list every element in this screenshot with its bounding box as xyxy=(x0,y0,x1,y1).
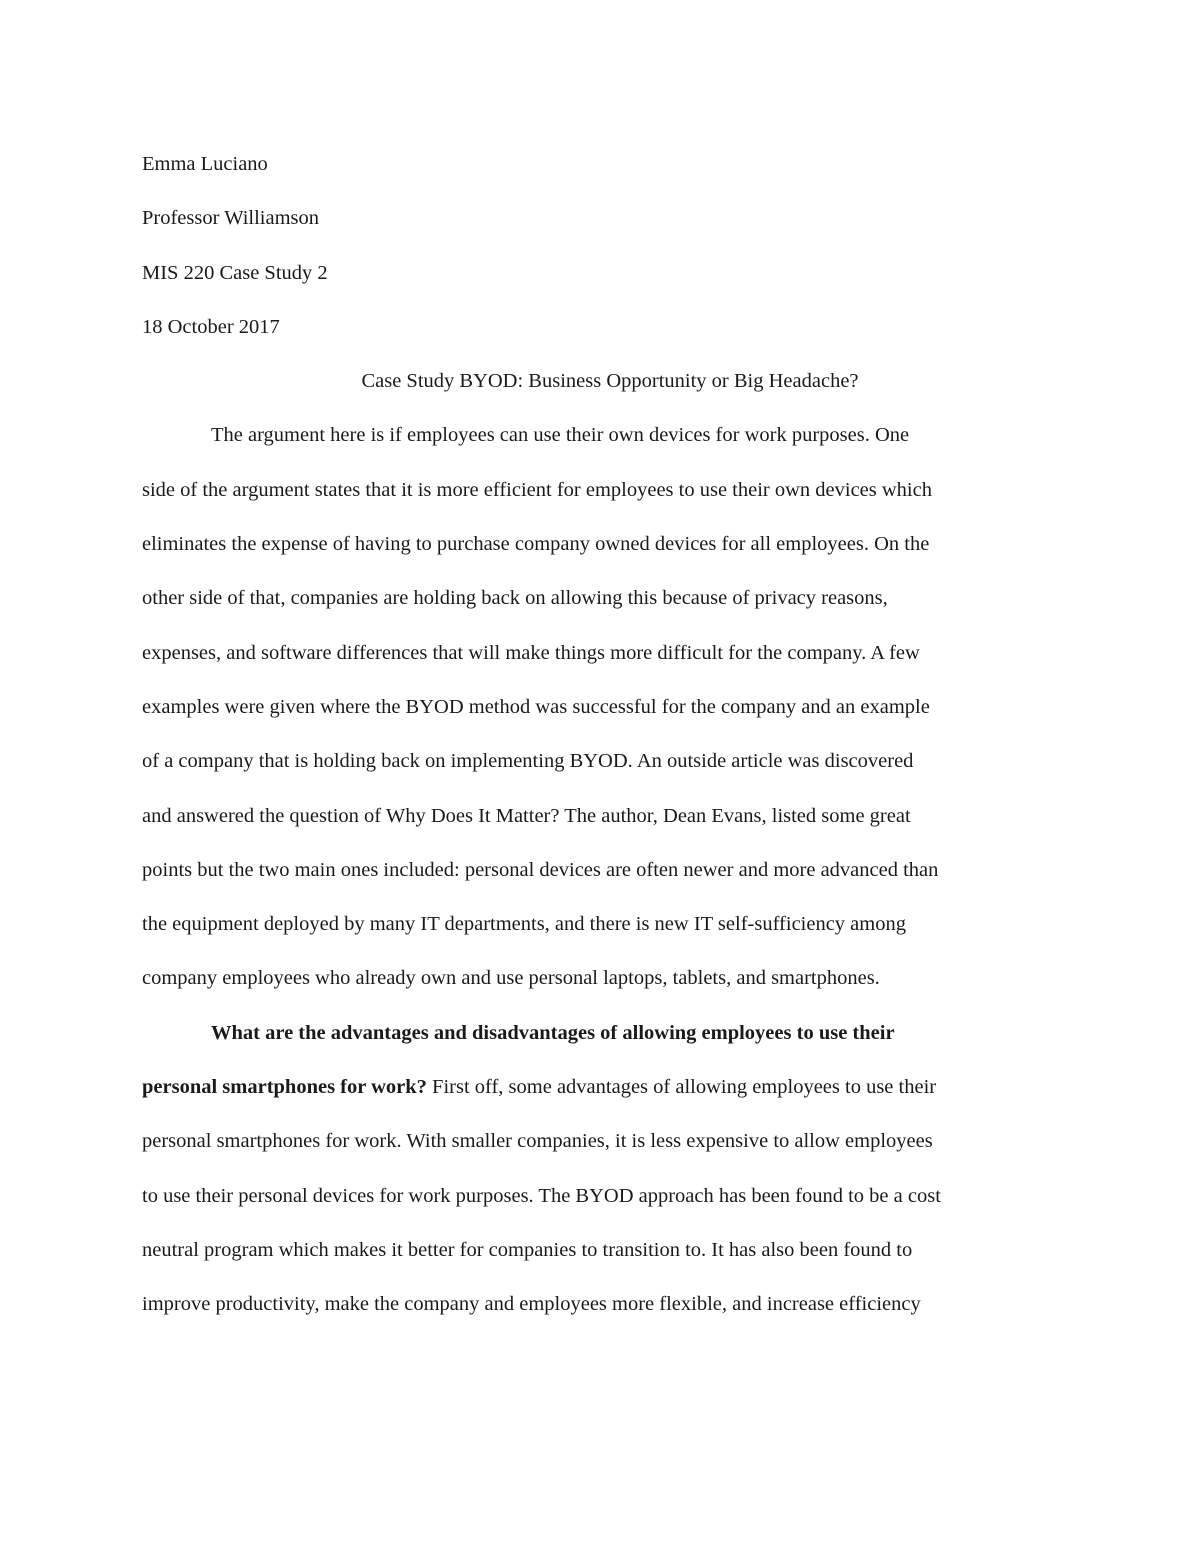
text-line: The argument here is if employees can use their own devices for work purposes. One xyxy=(211,424,910,447)
question-heading-part1: What are the advantages and disadvantages of allowing employees to use their xyxy=(211,1021,895,1044)
text-line: company employees who already own and use personal laptops, tablets, and smartphones. xyxy=(142,967,880,990)
question-heading-part2: personal smartphones for work? xyxy=(142,1076,427,1099)
text-line: the equipment deployed by many IT departments, and there is new IT self-sufficiency among xyxy=(142,913,906,936)
text-line: improve productivity, make the company and employees more flexible, and increase efficiency xyxy=(142,1293,921,1316)
text-line xyxy=(142,1060,1062,1114)
text-line: side of the argument states that it is more efficient for employees to use their own devices which xyxy=(142,478,932,501)
text-line: eliminates the expense of having to purchase company owned devices for all employees. On the xyxy=(142,533,930,556)
document-date: 18 October 2017 xyxy=(142,315,280,338)
course-name: MIS 220 Case Study 2 xyxy=(142,261,328,284)
text-run: First off, some advantages of allowing employees to use their xyxy=(426,1076,937,1099)
text-line: personal smartphones for work. With smaller companies, it is less expensive to allow employees xyxy=(142,1130,933,1153)
question-line xyxy=(142,1006,1062,1060)
document-body xyxy=(142,137,1062,1332)
student-name: Emma Luciano xyxy=(142,153,268,175)
text-line: to use their personal devices for work purposes. The BYOD approach has been found to be a cost xyxy=(142,1184,941,1207)
text-line: expenses, and software differences that will make things more difficult for the company. A few xyxy=(142,641,920,664)
text-line: points but the two main ones included: personal devices are often newer and more advanced than xyxy=(142,858,939,881)
text-line: examples were given where the BYOD method was successful for the company and an example xyxy=(142,695,930,718)
text-line: and answered the question of Why Does It Matter? The author, Dean Evans, listed some great xyxy=(142,804,911,827)
text-line: other side of that, companies are holding back on allowing this because of privacy reasons, xyxy=(142,587,888,610)
essay-title: Case Study BYOD: Business Opportunity or Big Headache? xyxy=(361,370,859,393)
paragraph-intro xyxy=(142,408,1062,1005)
professor-name: Professor Williamson xyxy=(142,207,320,230)
text-line: of a company that is holding back on implementing BYOD. An outside article was discovered xyxy=(142,750,914,773)
paragraph-advantages xyxy=(142,1006,1062,1332)
text-line: neutral program which makes it better for companies to transition to. It has also been found to xyxy=(142,1238,913,1261)
